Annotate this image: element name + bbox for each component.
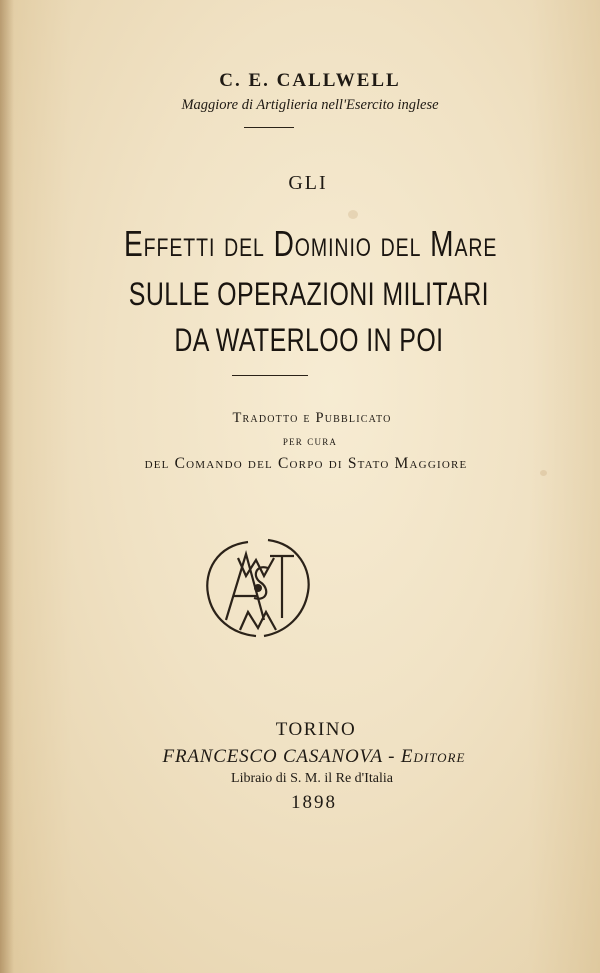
imprint-city: TORINO: [275, 719, 357, 740]
divider-rule: [232, 375, 308, 376]
title-line-1: Effetti del Dominio del Mare: [124, 223, 498, 264]
author-name: C. E. CALLWELL: [219, 70, 401, 91]
monogram-emblem: [198, 532, 318, 644]
title-line-2: SULLE OPERAZIONI MILITARI: [128, 276, 489, 312]
imprint-bookseller: Libraio di S. M. il Re d'Italia: [231, 771, 393, 786]
translation-line-1: Tradotto e Pubblicato: [232, 410, 392, 426]
imprint-year: 1898: [291, 792, 337, 813]
publisher-role: Editore: [400, 746, 466, 767]
author-rank: Maggiore di Artiglieria nell'Esercito inglese: [181, 97, 439, 113]
monogram-c-left: [207, 542, 256, 636]
paper-stain: [348, 210, 358, 219]
page-edge-shadow: [0, 0, 14, 973]
imprint-publisher: [0, 746, 600, 768]
publisher-name: FRANCESCO CASANOVA -: [162, 746, 396, 767]
title-line-3: DA WATERLOO IN POI: [174, 322, 444, 358]
monogram-t: [270, 556, 294, 618]
title-article: GLI: [288, 172, 328, 194]
translation-line-2: per cura: [282, 434, 338, 448]
divider-rule: [244, 127, 294, 128]
monogram-m-bottom: [240, 612, 276, 630]
translation-line-3: del Comando del Corpo di Stato Maggiore: [144, 455, 468, 472]
